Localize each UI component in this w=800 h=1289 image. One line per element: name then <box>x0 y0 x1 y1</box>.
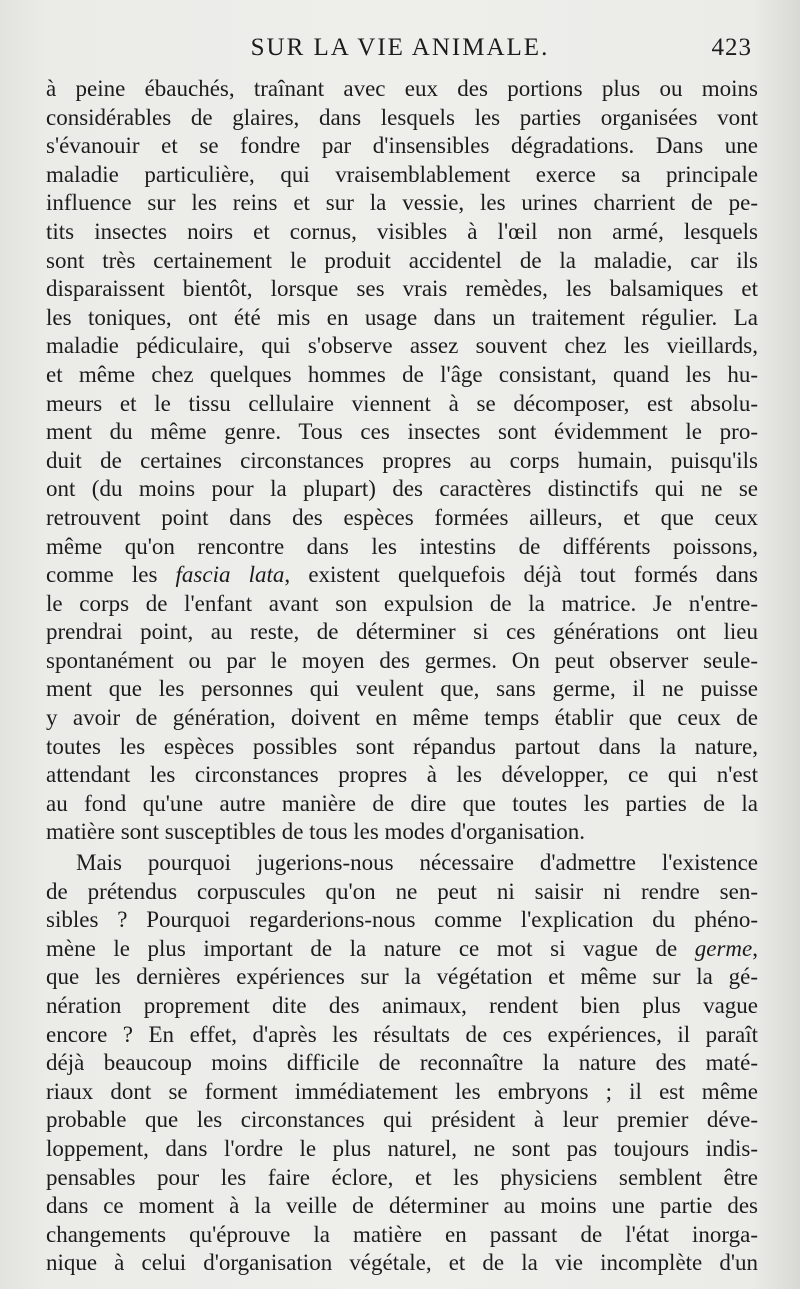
text-line-fascia <box>46 561 758 590</box>
text-line: et même chez quelques hommes de l'âge consistant, quand les hu- <box>46 361 758 387</box>
text-line: loppement, dans l'ordre le plus naturel, ne sont pas toujours indis- <box>46 1135 758 1161</box>
text-line: toutes les espèces possibles sont répandus partout dans la nature, <box>46 733 758 759</box>
text-line: le corps de l'enfant avant son expulsion de la matrice. Je n'entre- <box>46 590 758 616</box>
text-segment: , <box>752 935 758 961</box>
text-line-germe <box>46 935 758 964</box>
text-line: y avoir de génération, doivent en même temps établir que ceux de <box>46 705 758 731</box>
text-line: Mais pourquoi jugerions-nous nécessaire d'admettre l'existence <box>76 850 758 876</box>
text-line: nique à celui d'organisation végétale, et de la vie incomplète d'un <box>46 1250 758 1276</box>
text-line: probable que les circonstances qui président à leur premier déve- <box>46 1107 758 1133</box>
page-header <box>44 34 756 70</box>
text-line: tits insectes noirs et cornus, visibles à l'œil non armé, lesquels <box>46 218 758 244</box>
text-line: maladie pédiculaire, qui s'observe assez souvent chez les vieillards, <box>46 333 758 359</box>
page-number: 423 <box>711 34 752 61</box>
text-line: considérables de glaires, dans lesquels les parties organisées vont <box>46 104 758 130</box>
text-line: matière sont susceptibles de tous les modes d'organisation. <box>46 819 586 845</box>
text-line: disparaissent bientôt, lorsque ses vrais remèdes, les balsamiques et <box>46 276 758 302</box>
text-line: ment que les personnes qui veulent que, sans germe, il ne puisse <box>46 676 758 702</box>
text-line: encore ? En effet, d'après les résultats de ces expériences, il paraît <box>46 1021 758 1047</box>
text-line: les toniques, ont été mis en usage dans un traitement régulier. La <box>46 304 758 330</box>
text-line: déjà beaucoup moins difficile de reconnaître la nature des maté- <box>46 1050 758 1076</box>
body-text <box>46 75 758 1278</box>
text-line: nération proprement dite des animaux, rendent bien plus vague <box>46 993 758 1018</box>
text-line: prendrai point, au reste, de déterminer si ces générations ont lieu <box>46 619 758 645</box>
text-line: retrouvent point dans des espèces formées ailleurs, et que ceux <box>46 504 758 530</box>
italic-term-fascia-lata: fascia lata <box>175 562 285 588</box>
paragraph-1 <box>46 75 758 847</box>
text-line: attendant les circonstances propres à les développer, ce qui n'est <box>46 762 758 788</box>
text-line: maladie particulière, qui vraisemblablement exerce sa principale <box>46 161 758 187</box>
text-line: ment du même genre. Tous ces insectes sont évidemment le pro- <box>46 419 758 445</box>
text-line: influence sur les reins et sur la vessie, les urines charrient de pe- <box>46 190 758 216</box>
text-line: même qu'on rencontre dans les intestins de différents poissons, <box>46 533 758 559</box>
text-line: sont très certainement le produit accidentel de la maladie, car ils <box>46 247 758 273</box>
text-line: que les dernières expériences sur la végétation et même sur la gé- <box>46 964 758 990</box>
text-line: de prétendus corpuscules qu'on ne peut ni saisir ni rendre sen- <box>46 878 758 904</box>
text-line: meurs et le tissu cellulaire viennent à se décomposer, est absolu- <box>46 390 758 416</box>
text-line: riaux dont se forment immédiatement les embryons ; il est même <box>46 1078 758 1104</box>
paragraph-2 <box>46 849 758 1278</box>
text-line: duit de certaines circonstances propres au corps humain, puisqu'ils <box>46 447 758 473</box>
text-line: pensables pour les faire éclore, et les physiciens semblent être <box>46 1164 758 1190</box>
text-line: au fond qu'une autre manière de dire que toutes les parties de la <box>46 790 758 816</box>
text-segment: mène le plus important de la nature ce mot si vague de <box>46 935 695 961</box>
text-line: à peine ébauchés, traînant avec eux des portions plus ou moins <box>46 76 758 101</box>
text-line: s'évanouir et se fondre par d'insensibles dégradations. Dans une <box>46 133 758 159</box>
text-segment: comme les <box>46 562 176 588</box>
text-line: spontanément ou par le moyen des germes. On peut observer seule- <box>46 647 758 673</box>
text-line: ont (du moins pour la plupart) des caractères distinctifs qui ne se <box>46 476 758 502</box>
text-line: changements qu'éprouve la matière en passant de l'état inorga- <box>46 1221 758 1247</box>
text-line: sibles ? Pourquoi regarderions-nous comme l'explication du phéno- <box>46 907 758 933</box>
italic-term-germe: germe <box>694 935 753 961</box>
text-line: dans ce moment à la veille de déterminer au moins une partie des <box>46 1193 758 1219</box>
running-title: SUR LA VIE ANIMALE. <box>250 34 550 61</box>
text-segment: , existent quelquefois déjà tout formés dans <box>284 562 758 588</box>
